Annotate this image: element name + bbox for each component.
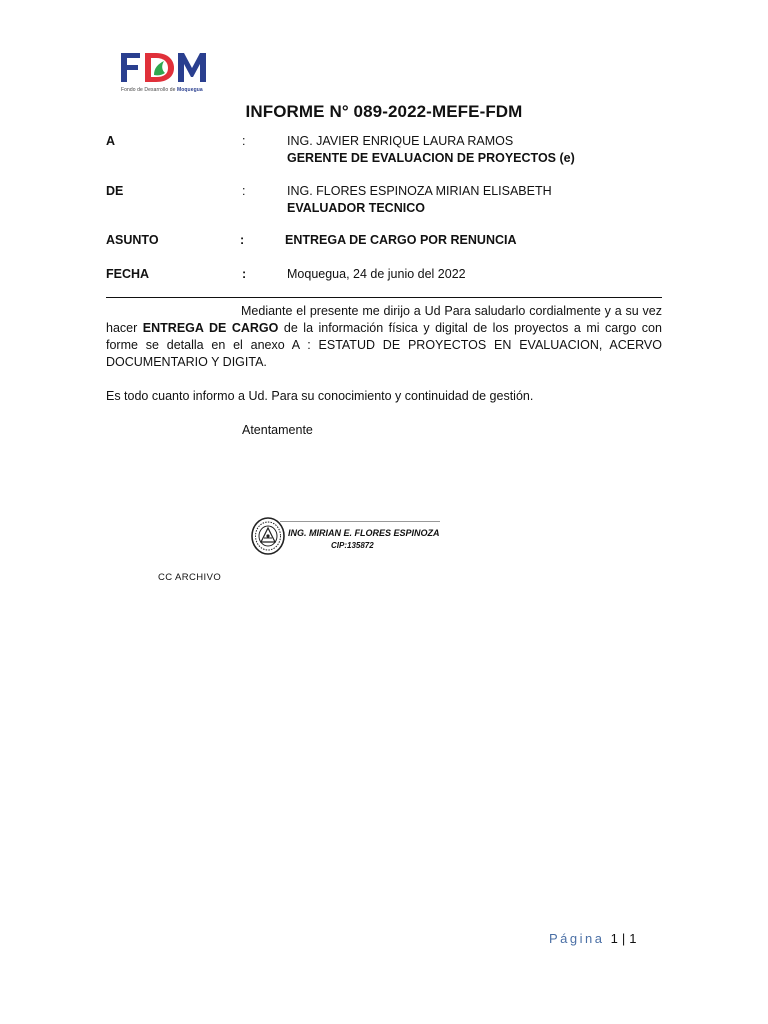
body-paragraph-1 (106, 303, 662, 371)
report-title-text: INFORME N° 089-2022-MEFE-FDM (245, 102, 523, 121)
footer-separator: | (621, 931, 626, 946)
body-line-3: forme se detalla en el anexo A : ESTATUD DE PROYECTOS EN EVALUACION, ACERVO (106, 338, 662, 352)
header-to-row (0, 134, 768, 170)
to-colon: : (242, 134, 246, 148)
footer-page-total: 1 (629, 931, 637, 946)
signature-cip: CIP:135872 (331, 541, 374, 550)
footer-page-label: Página (549, 931, 605, 946)
subject-value: ENTREGA DE CARGO POR RENUNCIA (285, 233, 517, 247)
closing-text: Atentamente (242, 423, 313, 437)
logo-subtitle: Fondo de Desarrollo de Moquegua (121, 87, 203, 93)
subject-colon: : (240, 233, 245, 247)
to-label: A (106, 134, 116, 148)
to-role: GERENTE DE EVALUACION DE PROYECTOS (e) (287, 151, 575, 165)
fdm-logo (118, 48, 218, 98)
from-role: EVALUADOR TECNICO (287, 201, 425, 215)
body-line-2: hacer ENTREGA DE CARGO de la información física y digital de los proyectos a mi cargo con (106, 321, 662, 335)
date-colon: : (242, 267, 247, 281)
date-value: Moquegua, 24 de junio del 2022 (287, 267, 466, 281)
subject-label: ASUNTO (106, 233, 159, 247)
header-subject-row (0, 233, 768, 251)
fdm-logo-mark (118, 48, 214, 86)
report-title (0, 102, 768, 122)
from-name: ING. FLORES ESPINOZA MIRIAN ELISABETH (287, 184, 552, 198)
from-colon: : (242, 184, 246, 198)
header-from-row (0, 184, 768, 220)
from-label: DE (106, 184, 124, 198)
cc-archive: CC ARCHIVO (158, 572, 222, 583)
header-date-row (0, 267, 768, 285)
body-line-1: Mediante el presente me dirijo a Ud Para saludarlo cordialmente y a su vez (241, 304, 662, 318)
engineer-seal-icon (250, 516, 286, 556)
date-label: FECHA (106, 267, 150, 281)
body-line-5: Es todo cuanto informo a Ud. Para su conocimiento y continuidad de gestión. (106, 389, 534, 403)
signature-stamp (250, 516, 442, 558)
body-bold-phrase: ENTREGA DE CARGO (142, 321, 279, 335)
signature-line (280, 521, 440, 522)
header-divider (106, 297, 662, 298)
body-line-4: DOCUMENTARIO Y DIGITA. (106, 355, 267, 369)
page-footer (549, 931, 636, 946)
footer-page-number: 1 (610, 931, 618, 946)
body-paragraph-2 (106, 388, 662, 405)
to-name: ING. JAVIER ENRIQUE LAURA RAMOS (287, 134, 514, 148)
signature-name: ING. MIRIAN E. FLORES ESPINOZA (288, 528, 440, 538)
